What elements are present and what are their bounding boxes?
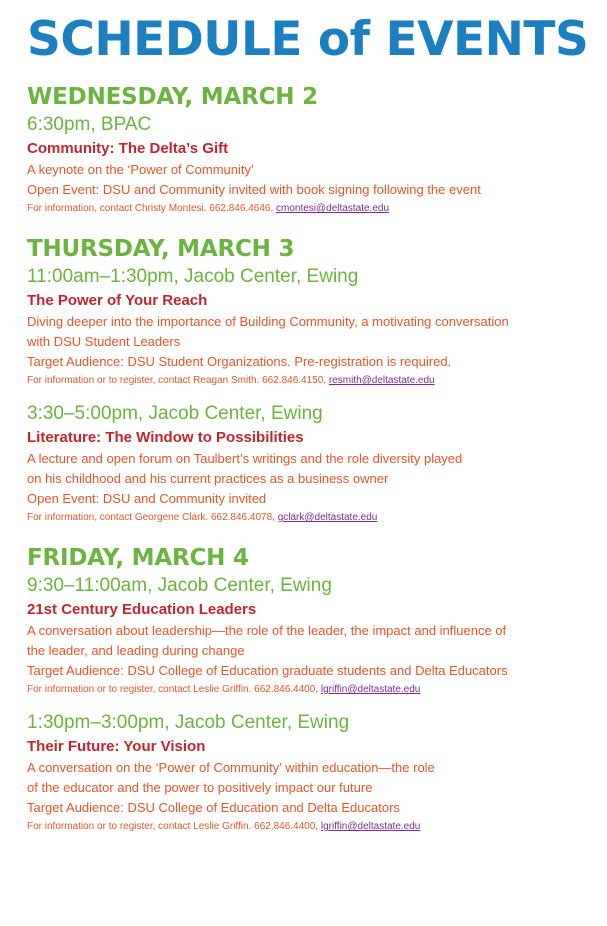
event-title: Community: The Delta’s Gift xyxy=(27,140,229,157)
day-section-wednesday xyxy=(27,82,602,218)
event-block xyxy=(27,401,602,527)
event-description-line: Open Event: DSU and Community invited with book signing following the event xyxy=(27,182,481,197)
event-description-line: Diving deeper into the importance of Building Community, a motivating conversation xyxy=(27,314,509,329)
contact-text: For information, contact Christy Montesi. 662.846.4646, xyxy=(27,203,277,214)
event-title: Literature: The Window to Possibilities xyxy=(27,429,304,446)
event-description-line: Target Audience: DSU College of Education graduate students and Delta Educators xyxy=(27,663,508,678)
event-time: 11:00am–1:30pm, Jacob Center, Ewing xyxy=(27,266,359,287)
event-contact xyxy=(27,509,602,527)
event-description-line: A conversation on the ‘Power of Community’ within education—the role xyxy=(27,760,435,775)
contact-email-link[interactable]: lgriffin@deltastate.edu xyxy=(320,821,421,832)
event-time: 9:30–11:00am, Jacob Center, Ewing xyxy=(27,575,332,596)
event-block xyxy=(27,264,602,390)
event-description-line: of the educator and the power to positively impact our future xyxy=(27,780,373,795)
event-description-line: the leader, and leading during change xyxy=(27,643,245,658)
event-block xyxy=(27,112,602,218)
event-time: 1:30pm–3:00pm, Jacob Center, Ewing xyxy=(27,712,350,733)
day-section-thursday xyxy=(27,234,602,527)
contact-text: For information or to register, contact Leslie Griffin. 662.846.4400, xyxy=(27,684,321,695)
day-heading: WEDNESDAY, MARCH 2 xyxy=(27,84,318,110)
event-time: 3:30–5:00pm, Jacob Center, Ewing xyxy=(27,403,323,424)
event-description-line: with DSU Student Leaders xyxy=(27,334,181,349)
event-description-line: A keynote on the ‘Power of Community’ xyxy=(27,162,254,177)
event-contact xyxy=(27,818,602,836)
event-time: 6:30pm, BPAC xyxy=(27,114,152,135)
event-title: The Power of Your Reach xyxy=(27,292,208,309)
event-description-line: Target Audience: DSU College of Education and Delta Educators xyxy=(27,800,400,815)
contact-text: For information or to register, contact Reagan Smith. 662.846.4150, xyxy=(27,375,329,386)
event-description-line: Target Audience: DSU Student Organizations. Pre-registration is required. xyxy=(27,354,452,369)
contact-text: For information or to register, contact Leslie Griffin. 662.846.4400, xyxy=(27,821,321,832)
event-contact xyxy=(27,372,602,390)
contact-text: For information, contact Georgene Clark. 662.846.4078, xyxy=(27,512,278,523)
event-description-line: A conversation about leadership—the role of the leader, the impact and influence of xyxy=(27,623,507,638)
contact-email-link[interactable]: lgriffin@deltastate.edu xyxy=(320,684,421,695)
event-title: Their Future: Your Vision xyxy=(27,738,206,755)
day-heading: FRIDAY, MARCH 4 xyxy=(27,545,249,571)
event-block xyxy=(27,573,602,699)
event-description-line: Open Event: DSU and Community invited xyxy=(27,491,267,506)
schedule-page xyxy=(27,10,602,836)
contact-email-link[interactable]: gclark@deltastate.edu xyxy=(277,512,378,523)
day-section-friday xyxy=(27,543,602,836)
event-title: 21st Century Education Leaders xyxy=(27,601,257,618)
day-heading: THURSDAY, MARCH 3 xyxy=(27,236,295,262)
contact-email-link[interactable]: cmontesi@deltastate.edu xyxy=(276,203,390,214)
event-contact xyxy=(27,681,602,699)
contact-email-link[interactable]: resmith@deltastate.edu xyxy=(328,375,435,386)
page-title: SCHEDULE of EVENTS xyxy=(27,12,589,67)
event-description-line: A lecture and open forum on Taulbert’s writings and the role diversity played xyxy=(27,451,463,466)
event-description-line: on his childhood and his current practices as a business owner xyxy=(27,471,389,486)
event-block xyxy=(27,710,602,836)
event-contact xyxy=(27,200,602,218)
